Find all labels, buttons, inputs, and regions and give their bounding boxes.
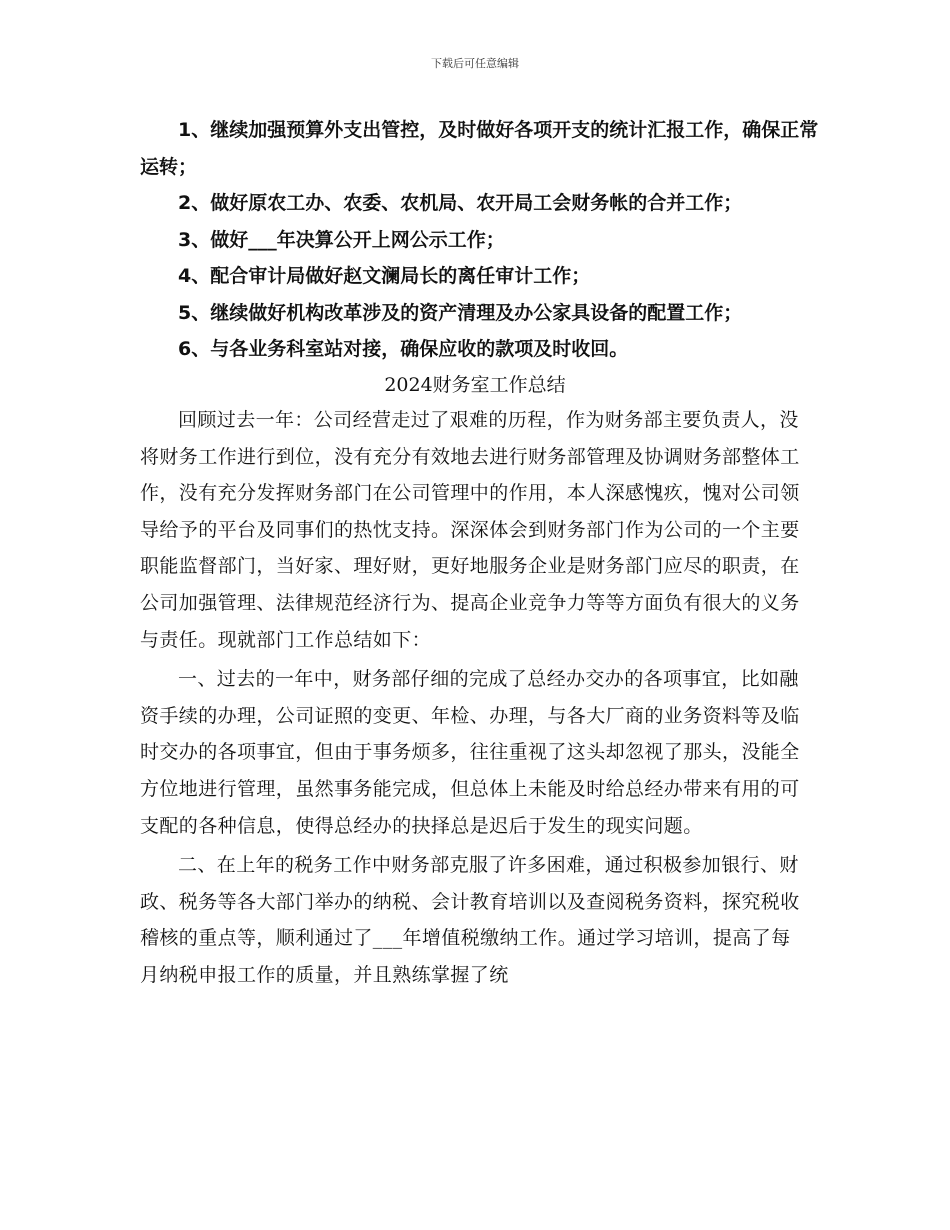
document-title: 2024财务室工作总结: [384, 374, 566, 396]
task-list: [140, 112, 830, 368]
task-item: 5、继续做好机构改革涉及的资产清理及办公家具设备的配置工作；: [178, 301, 743, 324]
page-header: 下载后可任意编辑: [431, 57, 519, 70]
body-text: [140, 402, 800, 994]
task-item: 6、与各业务科室站对接，确保应收的款项及时收回。: [178, 338, 629, 360]
task-item: 1、继续加强预算外支出管控，及时做好各项开支的统计汇报工作，确保正常运转；: [140, 119, 819, 178]
paragraph: 回顾过去一年：公司经营走过了艰难的历程，作为财务部主要负责人，没将财务工作进行到位，没有充分有效地去进行财务部管理及协调财务部整体工作，没有充分发挥财务部门在公司管理中的作用，本人深感愧疚，愧对公司领导给予的平台及同事们的热忱支持。深深体会到财务部门作为公司的一个主要职能监督部门，当好家、理好财，更好地服务企业是财务部门应尽的职责，在公司加强管理、法律规范经济行为、提高企业竞争力等等方面负有很大的义务与责任。现就部门工作总结如下：: [140, 409, 800, 651]
paragraph: 一、过去的一年中，财务部仔细的完成了总经办交办的各项事宜，比如融资手续的办理，公司证照的变更、年检、办理，与各大厂商的业务资料等及临时交办的各项事宜，但由于事务烦多，往往重视了这头却忽视了那头，没能全方位地进行管理，虽然事务能完成，但总体上未能及时给总经办带来有用的可支配的各种信息，使得总经办的抉择总是迟后于发生的现实问题。: [140, 668, 800, 837]
task-item: 2、做好原农工办、农委、农机局、农开局工会财务帐的合并工作；: [178, 192, 743, 214]
task-item: 4、配合审计局做好赵文澜局长的离任审计工作；: [178, 265, 591, 287]
task-item: 3、做好___年决算公开上网公示工作；: [178, 228, 505, 251]
paragraph: 二、在上年的税务工作中财务部克服了许多困难，通过积极参加银行、财政、税务等各大部门举办的纳税、会计教育培训以及查阅税务资料，探究税收稽核的重点等，顺利通过了___年增值税缴纳工作。通过学习培训，提高了每月纳税申报工作的质量，并且熟练掌握了统: [140, 854, 800, 986]
